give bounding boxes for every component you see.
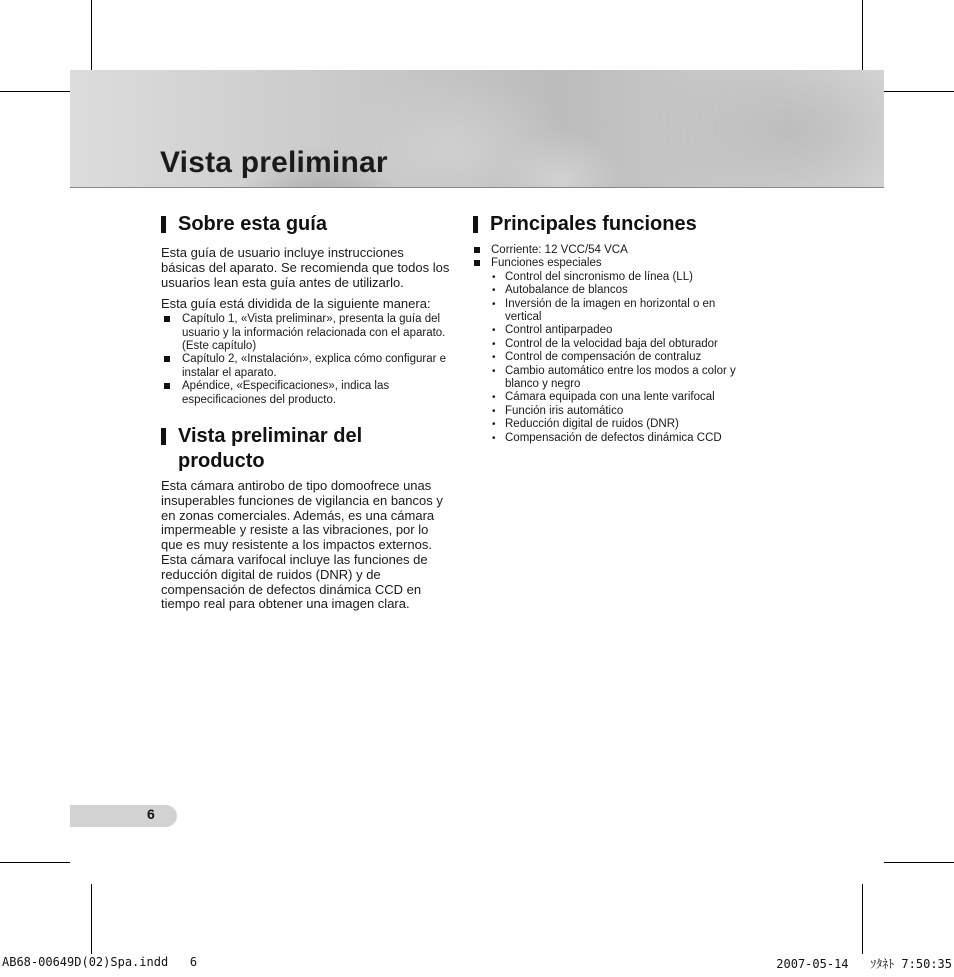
bullet-dot-icon: • xyxy=(492,432,496,444)
bullet-dot-icon: • xyxy=(492,352,496,364)
left-column xyxy=(161,212,451,612)
about-intro: Esta guía de usuario incluye instrucciones básicas del aparato. Se recomienda que todos los usuarios lean esta guía antes de utilizarlo. xyxy=(161,245,450,290)
bullet-square-icon xyxy=(474,260,480,266)
list-item: • Reducción digital de ruidos (DNR) xyxy=(492,418,679,431)
crop-mark xyxy=(884,862,954,863)
list-item: • Autobalance de blancos xyxy=(492,284,628,297)
bullet-dot-icon: • xyxy=(492,392,496,404)
page-title: Vista preliminar xyxy=(160,146,388,179)
list-item: • Control de compensación de contraluz xyxy=(492,351,702,364)
print-slug-file: AB68-00649D(02)Spa.indd 6 xyxy=(2,955,198,969)
header-banner xyxy=(70,70,884,188)
bullet-square-icon xyxy=(164,316,170,322)
crop-mark xyxy=(862,884,863,954)
list-item: Capítulo 2, «Instalación», explica cómo configurar e instalar el aparato. xyxy=(161,353,451,380)
crop-mark xyxy=(0,862,70,863)
section-heading-text: Vista preliminar del producto xyxy=(178,425,363,473)
section-heading-about xyxy=(161,212,451,237)
bullet-dot-icon: • xyxy=(492,365,496,377)
bullet-dot-icon: • xyxy=(492,285,496,297)
list-item: • Inversión de la imagen en horizontal o en vertical xyxy=(492,297,716,324)
bullet-dot-icon: • xyxy=(492,325,496,337)
list-item: • Función iris automático xyxy=(492,404,624,417)
list-item: • Control de la velocidad baja del obturador xyxy=(492,337,718,350)
heading-marker xyxy=(473,216,478,233)
section-heading-overview xyxy=(161,424,451,474)
list-item: Apéndice, «Especificaciones», indica las especificaciones del producto. xyxy=(161,380,451,407)
page-number-tab xyxy=(70,805,177,827)
list-item: Capítulo 1, «Vista preliminar», presenta la guía del usuario y la información relacionada con el aparato. (Este capítulo) xyxy=(161,313,451,353)
section-heading-text: Principales funciones xyxy=(490,213,697,235)
crop-mark xyxy=(884,91,954,92)
list-item: • Cámara equipada con una lente varifocal xyxy=(492,391,715,404)
print-slug-date: 2007-05-14 ｿﾀﾈﾄ 7:50:35 xyxy=(776,957,952,971)
bullet-dot-icon: • xyxy=(492,338,496,350)
list-item: • Control del sincronismo de línea (LL) xyxy=(492,270,693,283)
bullet-dot-icon: • xyxy=(492,271,496,283)
list-item: Corriente: 12 VCC/54 VCA xyxy=(473,244,773,257)
about-list xyxy=(161,313,451,407)
bullet-dot-icon: • xyxy=(492,405,496,417)
page-number: 6 xyxy=(147,806,155,822)
bullet-square-icon xyxy=(164,356,170,362)
section-heading-features xyxy=(473,212,773,237)
crop-mark xyxy=(91,884,92,954)
list-item: • Control antiparpadeo xyxy=(492,324,613,337)
bullet-square-icon xyxy=(474,247,480,253)
crop-mark xyxy=(862,0,863,70)
bullet-dot-icon: • xyxy=(492,298,496,310)
bullet-square-icon xyxy=(164,383,170,389)
special-features-list xyxy=(473,271,773,445)
right-column xyxy=(473,212,773,445)
section-heading-text: Sobre esta guía xyxy=(178,213,327,235)
list-item: • Compensación de defectos dinámica CCD xyxy=(492,431,722,444)
bullet-dot-icon: • xyxy=(492,419,496,431)
about-division: Esta guía está dividida de la siguiente manera: xyxy=(161,296,431,312)
features-list xyxy=(473,244,773,271)
overview-body: Esta cámara antirobo de tipo domoofrece unas insuperables funciones de vigilancia en bancos y en zonas comerciales. Además, es una cámara impermeable y resiste a las vibraciones, por lo que es muy resistente a los impactos externos. Esta cámara varifocal incluye las funciones de reducción digital de ruidos (DNR) y de compensación de defectos dinámica CCD en tiempo real para obtener una imagen clara. xyxy=(161,478,443,612)
heading-marker xyxy=(161,216,166,233)
crop-mark xyxy=(0,91,70,92)
crop-mark xyxy=(91,0,92,70)
list-item: • Cambio automático entre los modos a color y blanco y negro xyxy=(492,364,736,391)
list-item: Funciones especiales xyxy=(473,257,773,270)
heading-marker xyxy=(161,428,166,445)
